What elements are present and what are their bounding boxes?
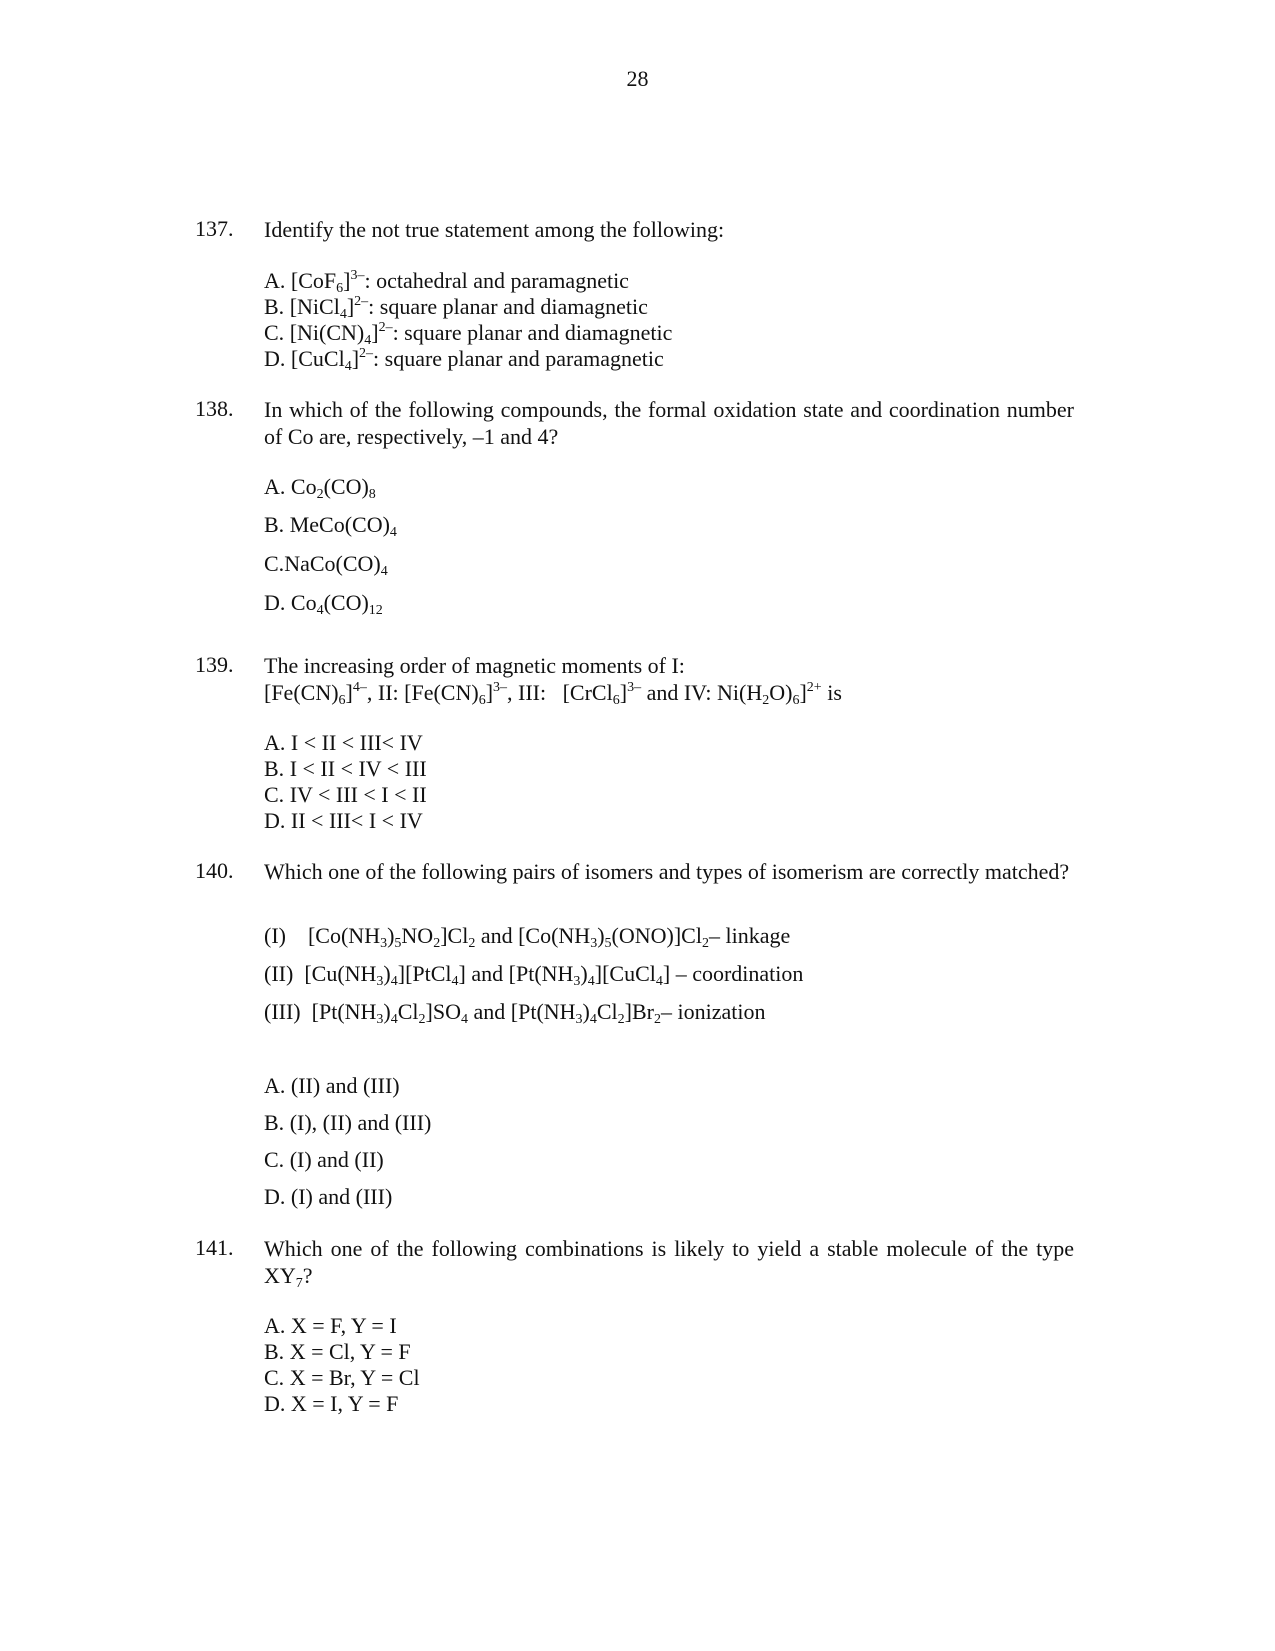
option-b: B. $MeCo(CO)_4$: [264, 512, 397, 540]
option-c: $C.NaCo(CO)_4$: [264, 551, 388, 579]
option-c: C. (I) and (II): [264, 1147, 384, 1172]
question-stem: Which one of the following pairs of isomers and types of isomerism are correctly matched?: [264, 859, 1070, 884]
option-c: C. X = Br, Y = Cl: [264, 1365, 420, 1390]
question-number: 139.: [195, 652, 234, 677]
option-b: B. [NiCl$_4$]$^{2-}$: square planar and diamagnetic: [264, 294, 648, 322]
question-number: 141.: [195, 1235, 234, 1260]
question-number: 138.: [195, 396, 234, 421]
option-a: A. I < II < III< IV: [264, 730, 423, 755]
question-number: 140.: [195, 858, 234, 883]
option-b: B. (I), (II) and (III): [264, 1110, 432, 1135]
question-stem: Identify the not true statement among the following:: [264, 217, 725, 242]
option-d: D. II < III< I < IV: [264, 808, 423, 833]
question-number: 137.: [195, 216, 234, 241]
option-b: B. X = Cl, Y = F: [264, 1339, 411, 1364]
page-number: 28: [626, 66, 649, 91]
option-c: C. $[Ni(CN)_4]^{2-}$: square planar and diamagnetic: [264, 320, 673, 348]
option-d: D. (I) and (III): [264, 1184, 393, 1209]
option-d: D. [CuCl$_4$]$^{2-}$: square planar and paramagnetic: [264, 346, 664, 374]
isomer-pair-iii: (III) $[Pt(NH_3)_4Cl_2]SO_4$ and $[Pt(NH_3)_4Cl_2]Br_2-$ ionization: [264, 999, 766, 1027]
option-a: A. (II) and (III): [264, 1073, 400, 1098]
question-stem-line-2: $[Fe(CN)_6]^{4-}$, II: $[Fe(CN)_6]^{3-}$, III: [CrCl$_6$]$^{3-}$ and IV: $Ni(H_2O)_6]^{2+}$ is: [264, 680, 842, 708]
option-a: A. $[CoF_6]^{3-}$: octahedral and paramagnetic: [264, 268, 629, 296]
option-c: C. IV < III < I < II: [264, 782, 427, 807]
option-a: A. $Co_2(CO)_8$: [264, 474, 376, 502]
isomer-pair-ii: (II) $[Cu(NH_3)_4][PtCl_4]$ and $[Pt(NH_3)_4][CuCl_4]$ – coordination: [264, 961, 804, 989]
isomer-pair-i: (I) $[Co(NH_3)_5NO_2]Cl_2$ and $[Co(NH_3)_5(ONO)]Cl_2-$ linkage: [264, 923, 791, 951]
question-stem: In which of the following compounds, the formal oxidation state and coordination number of Co are, respectively, –1 and 4?: [264, 397, 1074, 449]
option-d: D. $Co_4(CO)_{12}$: [264, 590, 383, 618]
question-stem: The increasing order of magnetic moments of I:: [264, 653, 685, 678]
option-d: D. X = I, Y = F: [264, 1391, 399, 1416]
option-b: B. I < II < IV < III: [264, 756, 427, 781]
option-a: A. X = F, Y = I: [264, 1313, 397, 1338]
question-stem: Which one of the following combinations is likely to yield a stable molecule of the type $XY_7$?: [264, 1236, 1074, 1291]
